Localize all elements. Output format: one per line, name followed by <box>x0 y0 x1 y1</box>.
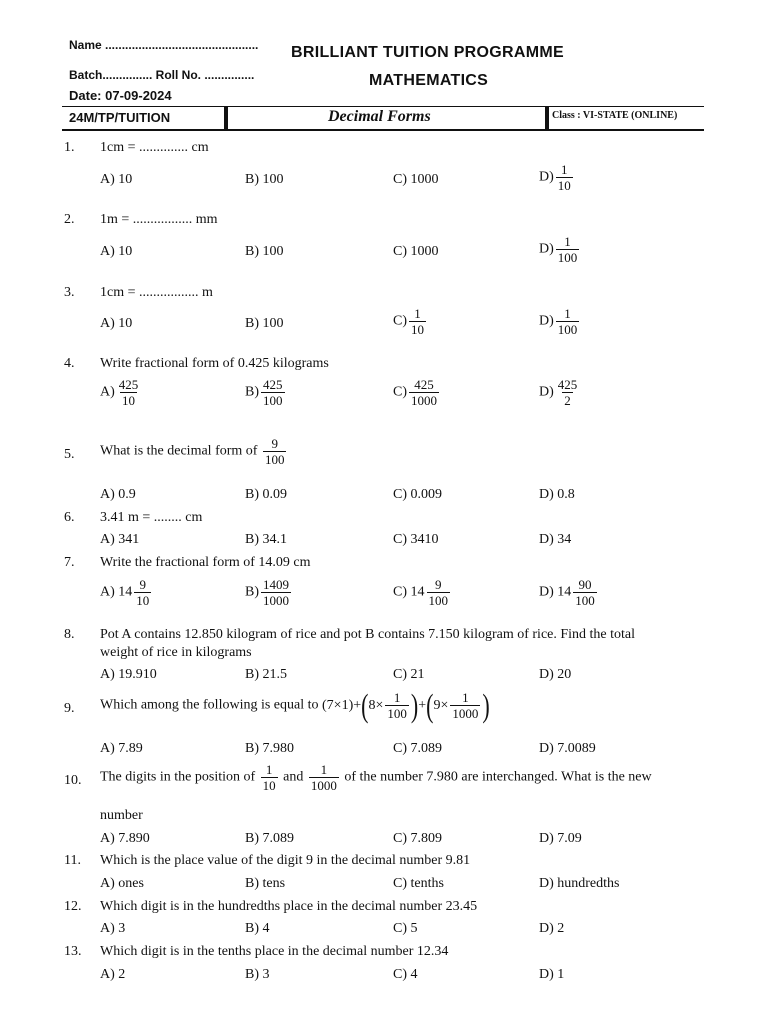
option-c: C) 0.009 <box>393 487 442 502</box>
question-text: Which digit is in the tenths place in the decimal number 12.34 <box>100 944 449 959</box>
question-text: 1m = ................. mm <box>100 212 218 227</box>
batch-roll-label: Batch............... Roll No. ............... <box>69 68 255 82</box>
option-c: C) 5 <box>393 921 418 936</box>
question-number: 12. <box>64 899 82 914</box>
option-d: D) $\frac{1}{100}$ <box>539 234 578 265</box>
option-b: B) 34.1 <box>245 532 287 547</box>
option-a: A) 2 <box>100 967 126 982</box>
option-b: B) 21.5 <box>245 667 287 682</box>
question-number: 10. <box>64 773 82 788</box>
question-number: 7. <box>64 555 75 570</box>
option-c: C) 4 <box>393 967 418 982</box>
option-b: B) 100 <box>245 244 284 259</box>
option-b: B) 3 <box>245 967 270 982</box>
question-text: 3.41 m = ........ cm <box>100 510 203 525</box>
option-a: A) 19.910 <box>100 667 157 682</box>
option-c: C) 1000 <box>393 172 439 187</box>
question-text: What is the decimal form of $\frac{9}{100}$ <box>100 436 285 467</box>
option-b: B) 7.089 <box>245 831 294 846</box>
expression: (7×1)+(8× $\frac{1}{100}$ )+(9× $\frac{1}{1000}$ ) <box>322 686 490 724</box>
question-text: Which digit is in the hundredths place in the decimal number 23.45 <box>100 899 478 914</box>
option-d: D) $\frac{1}{100}$ <box>539 306 578 337</box>
option-a: A) ones <box>100 876 144 891</box>
option-c: C) $\frac{425}{1000}$ <box>393 377 437 408</box>
option-c: C) $\frac{1}{10}$ <box>393 306 424 337</box>
option-d: D) 34 <box>539 532 572 547</box>
option-d: D) hundredths <box>539 876 620 891</box>
option-b: B) $\frac{425}{100}$ <box>245 377 283 408</box>
option-c: C) tenths <box>393 876 444 891</box>
subject-title: MATHEMATICS <box>369 72 489 89</box>
option-c: C) 3410 <box>393 532 439 547</box>
option-a: A) 10 <box>100 316 133 331</box>
question-text: Which is the place value of the digit 9 in the decimal number 9.81 <box>100 853 471 868</box>
question-number: 5. <box>64 447 75 462</box>
option-b: B) 4 <box>245 921 270 936</box>
date-label: Date: 07-09-2024 <box>69 88 172 103</box>
option-c: C) 7.809 <box>393 831 442 846</box>
question-number: 1. <box>64 140 75 155</box>
option-a: A) 0.9 <box>100 487 136 502</box>
option-a: A) $\frac{425}{10}$ <box>100 377 139 408</box>
option-b: B) 100 <box>245 172 284 187</box>
batch-code: 24M/TP/TUITION <box>69 110 171 125</box>
topic-title: Decimal Forms <box>328 108 431 125</box>
option-d: D) 14 $\frac{90}{100}$ <box>539 577 595 608</box>
option-a: A) 10 <box>100 244 133 259</box>
question-number: 2. <box>64 212 75 227</box>
question-text: Write fractional form of 0.425 kilograms <box>100 356 329 371</box>
header-band-bottom-rule <box>62 129 704 131</box>
name-field-label: Name .............................................. <box>69 38 259 52</box>
question-number: 11. <box>64 853 81 868</box>
option-c: C) 14 $\frac{9}{100}$ <box>393 577 448 608</box>
question-number: 9. <box>64 701 75 716</box>
question-number: 13. <box>64 944 82 959</box>
option-a: A) 7.890 <box>100 831 150 846</box>
option-d: D) 7.0089 <box>539 741 596 756</box>
option-b: B) 0.09 <box>245 487 287 502</box>
option-d: D) $\frac{1}{10}$ <box>539 162 571 193</box>
question-text: 1cm = ................. m <box>100 285 213 300</box>
option-d: D) 7.09 <box>539 831 582 846</box>
question-text: 1cm = .............. cm <box>100 140 209 155</box>
question-text: Write the fractional form of 14.09 cm <box>100 555 311 570</box>
option-c: C) 21 <box>393 667 425 682</box>
option-a: A) 14 $\frac{9}{10}$ <box>100 577 150 608</box>
option-c: C) 1000 <box>393 244 439 259</box>
question-number: 8. <box>64 627 75 642</box>
option-d: D) 20 <box>539 667 572 682</box>
option-a: A) 7.89 <box>100 741 143 756</box>
option-d: D) 0.8 <box>539 487 575 502</box>
question-text: Pot A contains 12.850 kilogram of rice and pot B contains 7.150 kilogram of rice. Find the total <box>100 627 636 642</box>
header-band-top-rule <box>62 106 704 107</box>
option-d: D) $\frac{425}{2}$ <box>539 377 578 408</box>
header-divider-right <box>545 106 549 131</box>
option-b: B) tens <box>245 876 286 891</box>
header-divider-left <box>224 106 228 131</box>
question-text-continued: number <box>100 808 143 823</box>
option-a: A) 10 <box>100 172 133 187</box>
class-label: Class : VI-STATE (ONLINE) <box>552 110 678 121</box>
option-b: B) 7.980 <box>245 741 294 756</box>
question-number: 4. <box>64 356 75 371</box>
page-title: BRILLIANT TUITION PROGRAMME <box>291 44 564 61</box>
question-text-continued: weight of rice in kilograms <box>100 645 252 660</box>
option-c: C) 7.089 <box>393 741 442 756</box>
question-text: Which among the following is equal to (7×1)+(8× $\frac{1}{100}$ )+(9× $\frac{1}{1000}$ ) <box>100 686 490 724</box>
option-d: D) 1 <box>539 967 565 982</box>
option-a: A) 341 <box>100 532 140 547</box>
question-number: 6. <box>64 510 75 525</box>
question-text: The digits in the position of $\frac{1}{10}$ and $\frac{1}{1000}$ of the number 7.980 are interchanged. What is the new <box>100 762 652 793</box>
question-number: 3. <box>64 285 75 300</box>
option-b: B) $\frac{1409}{1000}$ <box>245 577 289 608</box>
option-a: A) 3 <box>100 921 126 936</box>
option-d: D) 2 <box>539 921 565 936</box>
option-b: B) 100 <box>245 316 284 331</box>
